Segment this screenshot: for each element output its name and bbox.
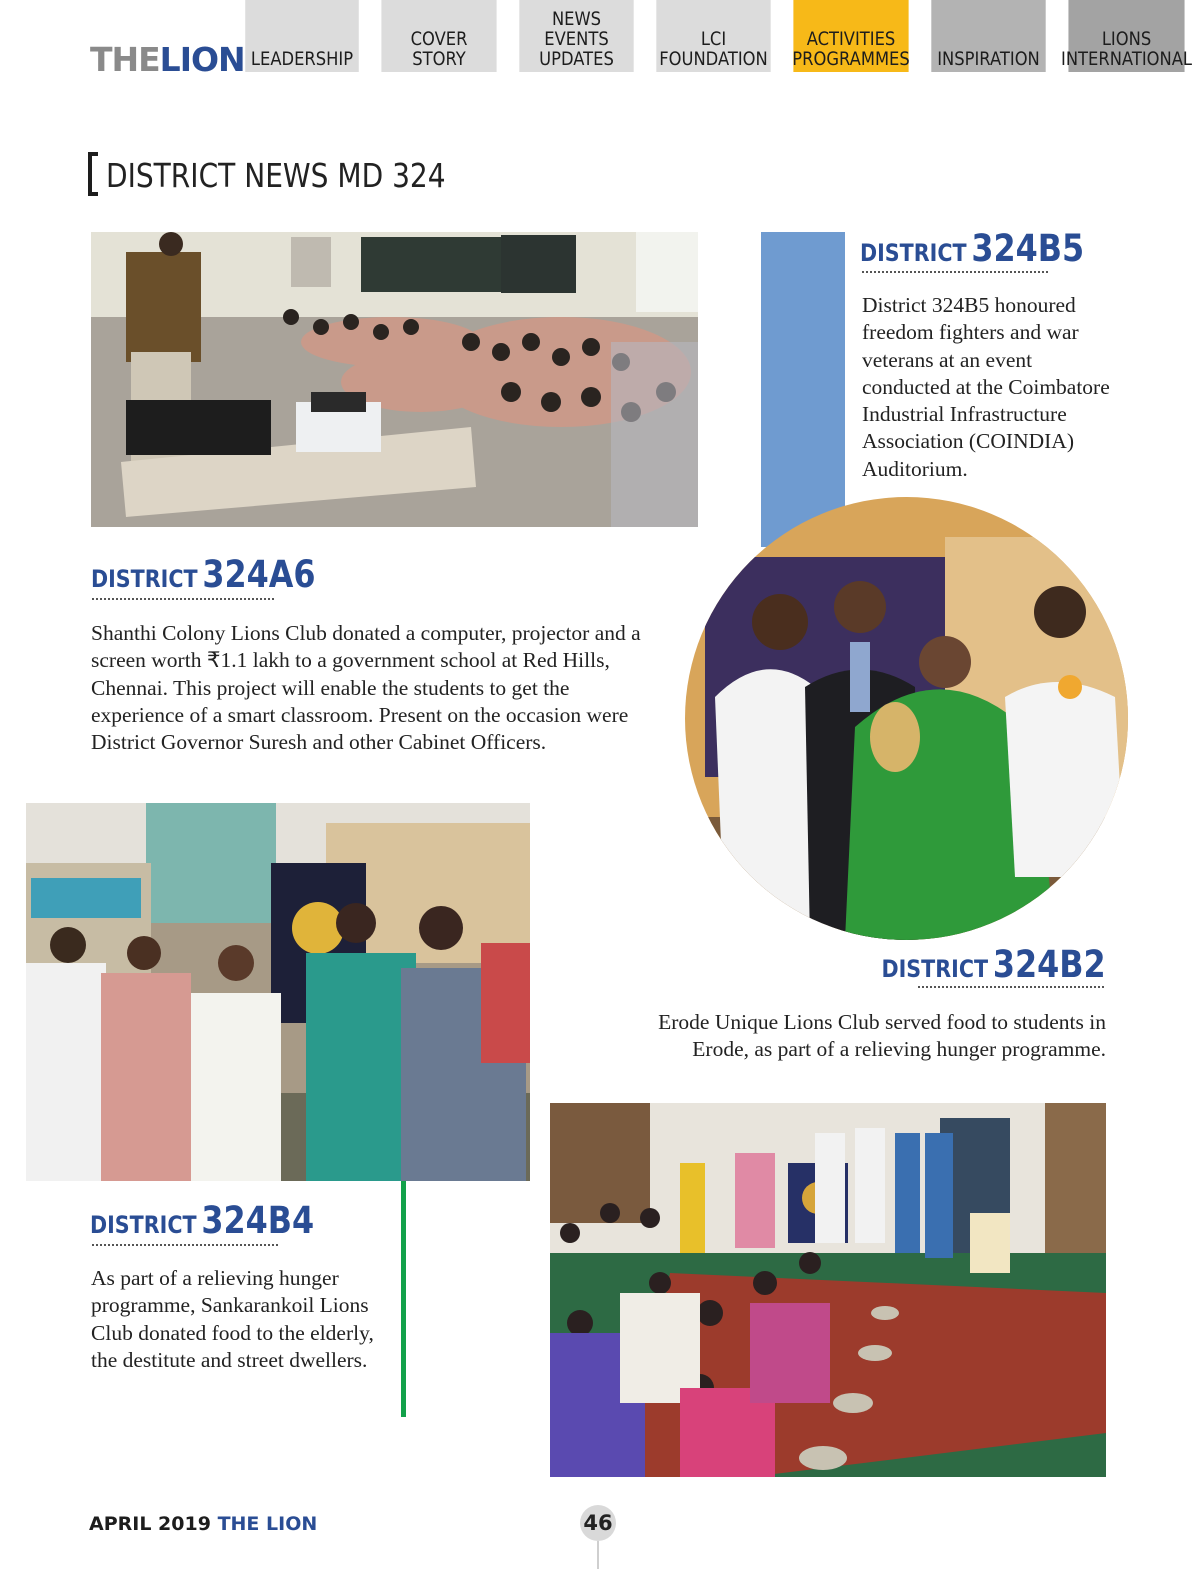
district-324a6-text: Shanthi Colony Lions Club donated a computer, projector and a screen worth ₹1.1 lakh to a government school at Red Hills, Chennai. This project will enable the students to get the experience of a smart classroom. Present on the occasion were District Governor Suresh and other Cabinet Officers. xyxy=(91,621,641,755)
page-number: 46 xyxy=(580,1505,616,1541)
tab-lci-foundation[interactable]: LCI FOUNDATION xyxy=(656,0,770,72)
heading-underline xyxy=(918,986,1104,988)
accent-line-green xyxy=(401,1181,406,1417)
footer-issue: APRIL 2019 THE LION xyxy=(89,1513,318,1535)
students-meal-photo xyxy=(550,1103,1106,1477)
accent-bar-blue xyxy=(761,232,845,547)
heading-underline xyxy=(92,1244,278,1246)
district-324b4-heading: DISTRICT 324B4 xyxy=(90,1199,315,1242)
tab-news-events-updates[interactable]: NEWS EVENTS UPDATES xyxy=(519,0,633,72)
section-bracket xyxy=(88,152,98,196)
heading-underline xyxy=(92,598,274,600)
classroom-photo xyxy=(91,232,698,527)
page-number-tick xyxy=(597,1541,599,1569)
magazine-logo xyxy=(90,40,245,79)
tab-inspiration[interactable]: INSPIRATION xyxy=(931,0,1045,72)
logo-the: THE xyxy=(90,40,160,79)
tab-leadership[interactable]: LEADERSHIP xyxy=(245,0,359,72)
tab-lions-international[interactable]: LIONS INTERNATIONAL xyxy=(1068,0,1184,72)
logo-lion: LION xyxy=(159,40,245,79)
heading-underline xyxy=(862,271,1048,273)
food-distribution-photo xyxy=(26,803,530,1181)
tab-cover-story[interactable]: COVER STORY xyxy=(381,0,496,72)
district-324a6-heading: DISTRICT 324A6 xyxy=(91,553,316,596)
footer-magazine: THE LION xyxy=(217,1513,318,1535)
district-324b4-text: As part of a relieving hunger programme, Sankarankoil Lions Club donated food to the elderly, the destitute and street dwellers. xyxy=(91,1266,374,1372)
district-324b2-text: Erode Unique Lions Club served food to students in Erode, as part of a relieving hunger programme. xyxy=(658,1010,1106,1062)
district-324b2-heading: DISTRICT 324B2 xyxy=(881,943,1106,986)
tab-activities-programmes[interactable]: ACTIVITIES PROGRAMMES xyxy=(793,0,908,72)
district-324b5-heading: DISTRICT 324B5 xyxy=(860,227,1085,270)
district-324b5-text: District 324B5 honoured freedom fighters and war veterans at an event conducted at the Coimbatore Industrial Infrastructure Association (COINDIA) Auditorium. xyxy=(862,293,1110,481)
section-title: DISTRICT NEWS MD 324 xyxy=(106,156,446,195)
award-ceremony-photo xyxy=(685,497,1128,940)
